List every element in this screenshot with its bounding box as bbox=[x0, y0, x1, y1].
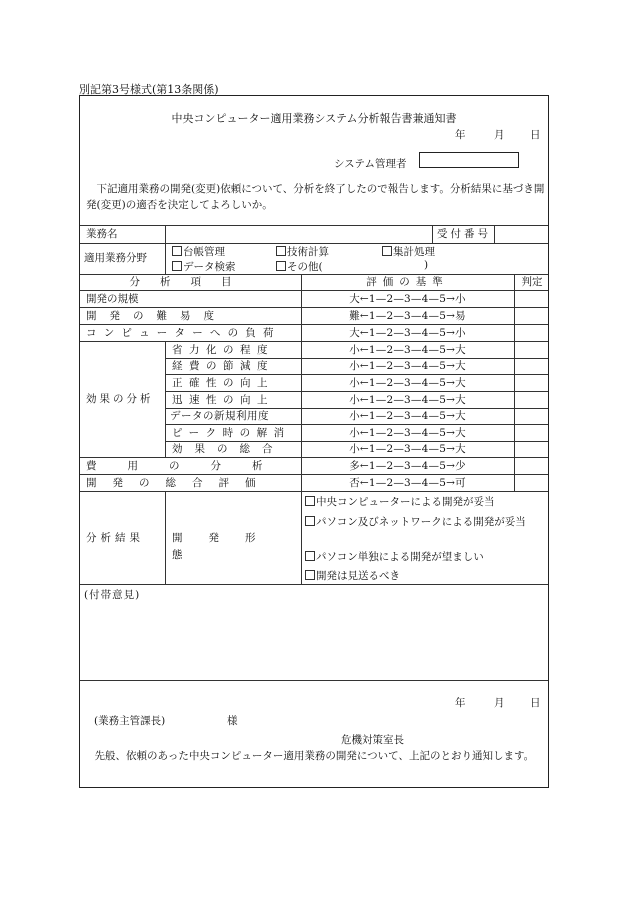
scale-effect-3: 小←1—2—3—4—5→大 bbox=[349, 394, 466, 406]
date-day: 日 bbox=[530, 129, 541, 141]
field-label: 適用業務分野 bbox=[84, 252, 147, 264]
business-name-field[interactable] bbox=[166, 226, 431, 243]
effect-label-2: 正確性の向上 bbox=[172, 377, 274, 389]
field-option-ledger[interactable]: 台帳管理 bbox=[172, 244, 225, 259]
row-label-difficulty: 開発の難易度 bbox=[86, 310, 227, 322]
field-option-tech-calc[interactable]: 技術計算 bbox=[276, 244, 329, 259]
report-form bbox=[79, 95, 549, 788]
row-label-cost: 費用の分析 bbox=[86, 460, 294, 472]
form-title: 中央コンピューター適用業務システム分析報告書兼通知書 bbox=[171, 112, 457, 125]
checkbox[interactable] bbox=[172, 246, 182, 256]
bottom-date-day: 日 bbox=[530, 697, 541, 709]
receipt-number-field[interactable] bbox=[495, 226, 549, 243]
dev-form-label: 開発形態 bbox=[172, 532, 282, 561]
form-caption: 別記第3号様式(第13条関係) bbox=[79, 83, 219, 96]
checkbox[interactable] bbox=[382, 246, 392, 256]
date-year: 年 bbox=[455, 129, 466, 141]
scale-effect-1: 小←1—2—3—4—5→大 bbox=[349, 360, 466, 372]
scale-effect-4: 小←1—2—3—4—5→大 bbox=[349, 410, 466, 422]
date-month: 月 bbox=[494, 129, 505, 141]
scale-effect-0: 小←1—2—3—4—5→大 bbox=[349, 344, 466, 356]
scale-effect-2: 小←1—2—3—4—5→大 bbox=[349, 377, 466, 389]
dev-option-central[interactable]: 中央コンピューターによる開発が妥当 bbox=[305, 494, 495, 509]
scale-row-scale: 大←1—2—3—4—5→小 bbox=[349, 293, 466, 305]
field-option-data-search[interactable]: データ検索 bbox=[172, 259, 236, 274]
checkbox[interactable] bbox=[305, 551, 315, 561]
checkbox[interactable] bbox=[305, 570, 315, 580]
result-label: 分析結果 bbox=[86, 532, 144, 544]
scale-effect-6: 小←1—2—3—4—5→大 bbox=[349, 443, 466, 455]
header-items: 分析項目 bbox=[129, 276, 252, 288]
scale-effect-5: 小←1—2—3—4—5→大 bbox=[349, 427, 466, 439]
intro-text: 下記適用業務の開発(変更)依頼について、分析を終了したので報告します。分析結果に基づき開発(変更)の適否を決定してよろしいか。 bbox=[86, 183, 545, 211]
sama-label: 様 bbox=[227, 715, 238, 727]
effect-label-0: 省力化の程度 bbox=[172, 344, 274, 356]
system-manager-field[interactable] bbox=[419, 152, 519, 168]
field-option-aggregate[interactable]: 集計処理 bbox=[382, 244, 435, 259]
field-option-other-close: ) bbox=[424, 259, 429, 271]
field-option-other[interactable]: その他( bbox=[276, 259, 323, 274]
scale-row-overall: 否←1—2—3—4—5→可 bbox=[349, 477, 466, 489]
row-label-overall: 開発の総合評価 bbox=[86, 477, 272, 489]
dev-option-network[interactable]: パソコン及びネットワークによる開発が妥当 bbox=[305, 514, 547, 531]
effect-label-5: ピーク時の解消 bbox=[172, 427, 291, 439]
effect-label-1: 経費の節減度 bbox=[172, 360, 274, 372]
row-label-load: コンピューターへの負荷 bbox=[86, 327, 281, 339]
dept-label: (業務主管課長) bbox=[94, 715, 166, 727]
scale-row-cost: 多←1—2—3—4—5→少 bbox=[349, 460, 466, 472]
checkbox[interactable] bbox=[172, 261, 182, 271]
effect-label: 効果の分析 bbox=[86, 393, 154, 405]
opinion-label: (付帯意見) bbox=[84, 589, 141, 601]
header-judgement: 判定 bbox=[521, 276, 543, 288]
dev-option-pc[interactable]: パソコン単独による開発が望ましい bbox=[305, 549, 484, 564]
checkbox[interactable] bbox=[305, 496, 315, 506]
business-name-label: 業務名 bbox=[86, 228, 118, 240]
effect-label-6: 効果の総合 bbox=[172, 443, 285, 455]
receipt-number-label: 受付番号 bbox=[437, 228, 491, 240]
office-label: 危機対策室長 bbox=[341, 734, 404, 746]
header-criteria: 評価の基準 bbox=[366, 276, 449, 288]
bottom-date-month: 月 bbox=[494, 697, 505, 709]
bottom-date-year: 年 bbox=[455, 697, 466, 709]
opinion-field[interactable] bbox=[166, 585, 549, 679]
notice-text: 先般、依頼のあった中央コンピューター適用業務の開発について、上記のとおり通知します。 bbox=[94, 750, 535, 762]
checkbox[interactable] bbox=[276, 246, 286, 256]
dev-option-postpone[interactable]: 開発は見送るべき bbox=[305, 568, 400, 583]
scale-row-load: 大←1—2—3—4—5→小 bbox=[349, 327, 466, 339]
effect-label-3: 迅速性の向上 bbox=[172, 394, 274, 406]
checkbox[interactable] bbox=[305, 516, 315, 526]
effect-label-4: データの新規利用度 bbox=[170, 410, 269, 422]
system-manager-label: システム管理者 bbox=[334, 158, 407, 170]
row-label-scale: 開発の規模 bbox=[86, 293, 139, 305]
checkbox[interactable] bbox=[276, 261, 286, 271]
scale-row-difficulty: 難←1—2—3—4—5→易 bbox=[349, 310, 466, 322]
